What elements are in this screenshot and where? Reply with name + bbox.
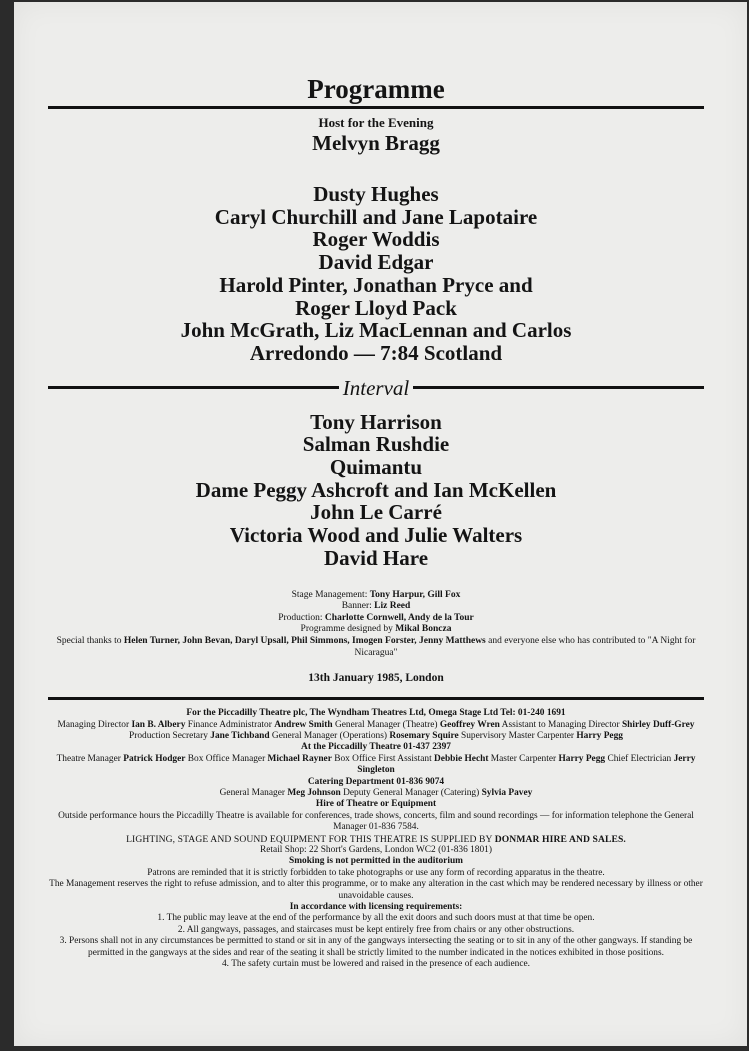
text-span: Michael Rayner xyxy=(267,753,332,764)
interval-label: Interval xyxy=(342,375,410,400)
text-span: Debbie Hecht xyxy=(434,753,489,764)
interval-rule-left xyxy=(48,386,339,389)
piccadilly-header: For the Piccadilly Theatre plc, The Wyndham Theatres Ltd, Omega Stage Ltd Tel: 01-240 1691 xyxy=(186,708,566,719)
text-span: Theatre Manager xyxy=(56,753,121,764)
smoking-header: Smoking is not permitted in the auditorium xyxy=(289,856,463,867)
first-half-list xyxy=(48,183,704,365)
text-span: Production: xyxy=(278,612,323,623)
text-span: DONMAR HIRE AND SALES. xyxy=(494,833,626,845)
licensing-header: In accordance with licensing requirements: xyxy=(289,902,463,913)
act-line: Dame Peggy Ashcroft and Ian McKellen xyxy=(195,477,557,502)
text-span: General Manager (Operations) xyxy=(271,730,387,741)
text-span: Tony Harpur, Gill Fox xyxy=(369,589,461,600)
title-rule xyxy=(48,106,704,109)
interval-rule-right xyxy=(413,386,704,389)
act-line: Arredondo — 7:84 Scotland xyxy=(249,340,503,365)
notes-rule xyxy=(48,697,704,700)
text-span: Andrew Smith xyxy=(274,719,333,730)
licensing-item: 1. The public may leave at the end of the performance by all the exit doors and such doors must at that time be open. xyxy=(157,913,595,924)
text-span: Jane Tichband xyxy=(210,730,270,741)
retail-text: Retail Shop: 22 Short's Gardens, London WC2 (01-836 1801) xyxy=(260,844,492,855)
theatre-notes xyxy=(48,708,704,970)
text-span: Box Office Manager xyxy=(187,753,266,764)
host-label: Host for the Evening xyxy=(318,115,434,130)
management-text: The Management reserves the right to refuse admission, and to alter this programme, or to make any alteration in the cast which may be rendered necessary by illness or other unavoidable causes. xyxy=(49,879,703,901)
act-line: Quimantu xyxy=(329,455,423,480)
text-span: Stage Management: xyxy=(291,589,368,600)
act-line: Roger Lloyd Pack xyxy=(295,295,457,320)
theatre-header: At the Piccadilly Theatre 01-437 2397 xyxy=(301,742,451,753)
catering-staff xyxy=(48,788,704,799)
act-line: John Le Carré xyxy=(310,500,442,525)
text-span: Meg Johnson xyxy=(287,787,341,798)
text-span: Chief Electrician xyxy=(607,753,672,764)
licensing-item: 4. The safety curtain must be lowered and raised in the presence of each audience. xyxy=(221,959,531,970)
text-span: Managing Director xyxy=(57,719,130,730)
text-span: Charlotte Cornwell, Andy de la Tour xyxy=(324,612,474,623)
text-span: Supervisory Master Carpenter xyxy=(461,730,575,741)
act-line: David Edgar xyxy=(318,250,434,275)
text-span: Helen Turner, John Bevan, Daryl Upsall, Phil Simmons, Imogen Forster, Jenny Matthews xyxy=(123,635,486,646)
host-name: Melvyn Bragg xyxy=(312,131,440,155)
interval-divider xyxy=(48,375,704,401)
page-title: Programme xyxy=(307,74,445,104)
text-span: Sylvia Pavey xyxy=(481,787,533,798)
text-span: General Manager xyxy=(219,787,285,798)
act-line: Victoria Wood and Julie Walters xyxy=(229,523,523,548)
text-span: everyone else who has contributed to "A Night for Nicaragua" xyxy=(354,635,696,658)
hire-text: Outside performance hours the Piccadilly Theatre is available for conferences, trade shows, concerts, film and sound recordings — for information telephone the General Manager 01-836 7584. xyxy=(58,810,694,833)
text-span: Box Office First Assistant xyxy=(334,753,432,764)
text-span: LIGHTING, STAGE AND SOUND EQUIPMENT FOR THIS THEATRE IS SUPPLIED BY xyxy=(126,833,493,845)
second-half-list xyxy=(48,411,704,570)
patrons-text: Patrons are reminded that it is strictly forbidden to take photographs or use any form of recording apparatus in the theatre. xyxy=(147,867,605,878)
text-span: General Manager (Theatre) xyxy=(334,719,438,730)
text-span: Mikal Boncza xyxy=(395,624,452,635)
text-span: Ian B. Albery xyxy=(131,719,186,730)
act-line: Roger Woddis xyxy=(312,227,440,252)
lighting-text xyxy=(48,834,704,845)
special-thanks xyxy=(48,636,704,659)
stage-management-credit xyxy=(48,590,704,602)
text-span: Patrick Hodger xyxy=(123,753,186,764)
text-span: Programme designed by xyxy=(300,624,393,635)
text-span: Harry Pegg xyxy=(576,730,623,741)
text-span: Liz Reed xyxy=(374,601,411,612)
text-span: Production Secretary xyxy=(129,730,208,741)
text-span: Rosemary Squire xyxy=(389,730,459,741)
catering-header: Catering Department 01-836 9074 xyxy=(307,776,445,787)
programme-sheet xyxy=(14,2,747,1046)
act-line: John McGrath, Liz MacLennan and Carlos xyxy=(180,318,572,343)
text-span: Harry Pegg xyxy=(558,753,606,764)
text-span: Master Carpenter xyxy=(490,753,557,764)
act-line: David Hare xyxy=(323,545,429,570)
text-span: Geoffrey Wren xyxy=(439,719,500,730)
programme-page xyxy=(48,72,704,970)
text-span: Assistant to Managing Director xyxy=(501,719,620,730)
text-span: Deputy General Manager (Catering) xyxy=(343,787,480,798)
text-span: Jerry Singleton xyxy=(357,753,696,776)
hire-header: Hire of Theatre or Equipment xyxy=(315,799,437,810)
event-date: 13th January 1985, London xyxy=(308,672,444,685)
text-span: and xyxy=(488,635,502,646)
production-credit xyxy=(48,613,704,625)
text-span: Finance Administrator xyxy=(187,719,272,730)
text-span: Banner: xyxy=(341,601,372,612)
act-line: Tony Harrison xyxy=(310,409,442,434)
theatre-staff xyxy=(48,754,704,777)
act-line: Harold Pinter, Jonathan Pryce and xyxy=(219,272,533,297)
design-credit xyxy=(48,624,704,636)
licensing-item: 2. All gangways, passages, and staircases must be kept entirely free from chairs or any other obstructions. xyxy=(177,924,575,935)
act-line: Dusty Hughes xyxy=(313,182,439,206)
credits-block xyxy=(48,590,704,660)
text-span: Special thanks to xyxy=(56,635,122,646)
banner-credit xyxy=(48,601,704,613)
text-span: Shirley Duff-Grey xyxy=(621,719,695,730)
act-line: Caryl Churchill and Jane Lapotaire xyxy=(214,204,538,229)
act-line: Salman Rushdie xyxy=(302,432,450,457)
licensing-item: 3. Persons shall not in any circumstances be permitted to stand or sit in any of the gangways intersecting the seating or to sit in any of the other gangways. If standing be permitted in the gangways at the sides and rear of the seating it shall be strictly limited to the number indicated in the notices exhibited in those positions. xyxy=(59,936,693,958)
management-staff xyxy=(48,720,704,743)
